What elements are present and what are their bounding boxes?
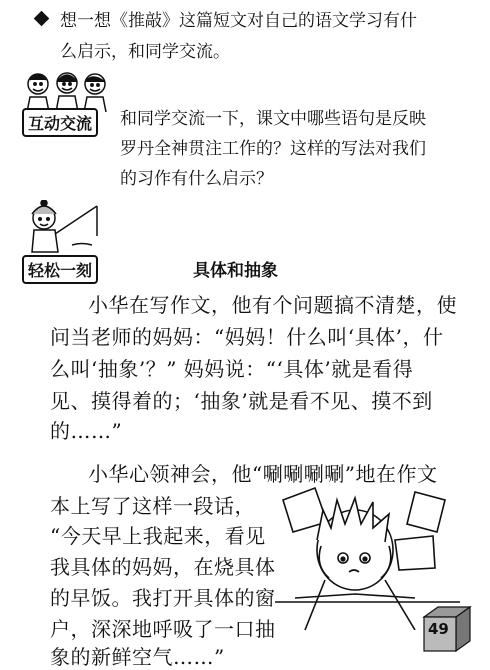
- story-title: 具体和抽象: [193, 261, 278, 281]
- interaction-line-2: 罗丹全神贯注工作的？这样的写法对我们: [120, 139, 426, 159]
- question-line-2: 么启示，和同学交流。: [60, 42, 230, 62]
- interaction-line-3: 的习作有什么启示？: [120, 169, 273, 189]
- story-p2-line-2: 本上写了这样一段话，: [50, 494, 255, 518]
- diamond-bullet-icon: [34, 11, 50, 27]
- story-p2-line-3: “今天早上我起来，看见: [50, 524, 266, 548]
- fishing-boy-icon: [22, 200, 102, 255]
- story-p2-line-4: 我具体的妈妈，在烧具体: [50, 555, 276, 579]
- question-line-1: 想一想《推敲》这篇短文对自己的语文学习有什: [60, 11, 417, 31]
- kids-group-icon: [22, 70, 112, 112]
- page-number: 49: [428, 620, 449, 638]
- story-p2-line-5: 的早饭。我打开具体的窗: [50, 586, 276, 610]
- relax-badge: 轻松一刻: [22, 255, 98, 284]
- story-p1-line-1: 小华在写作文，他有个问题搞不清楚，使: [88, 293, 457, 317]
- interaction-badge: 互动交流: [22, 108, 98, 137]
- interaction-line-1: 和同学交流一下，课文中哪些语句是反映: [120, 109, 426, 129]
- story-p2-line-7: 象的新鲜空气……”: [50, 645, 225, 669]
- story-p1-line-2: 问当老师的妈妈：“妈妈！什么叫‘具体’，什: [50, 325, 444, 349]
- story-p1-line-5: 的……”: [50, 419, 123, 443]
- story-p2-line-1: 小华心领神会，他“唰唰唰唰”地在作文: [88, 462, 438, 486]
- story-p2-line-6: 户，深深地呼吸了一口抽: [50, 617, 276, 641]
- story-p1-line-4: 见、摸得着的；‘抽象’就是看不见、摸不到: [50, 389, 433, 413]
- story-p1-line-3: 么叫‘抽象’？” 妈妈说：“‘具体’就是看得: [50, 357, 414, 381]
